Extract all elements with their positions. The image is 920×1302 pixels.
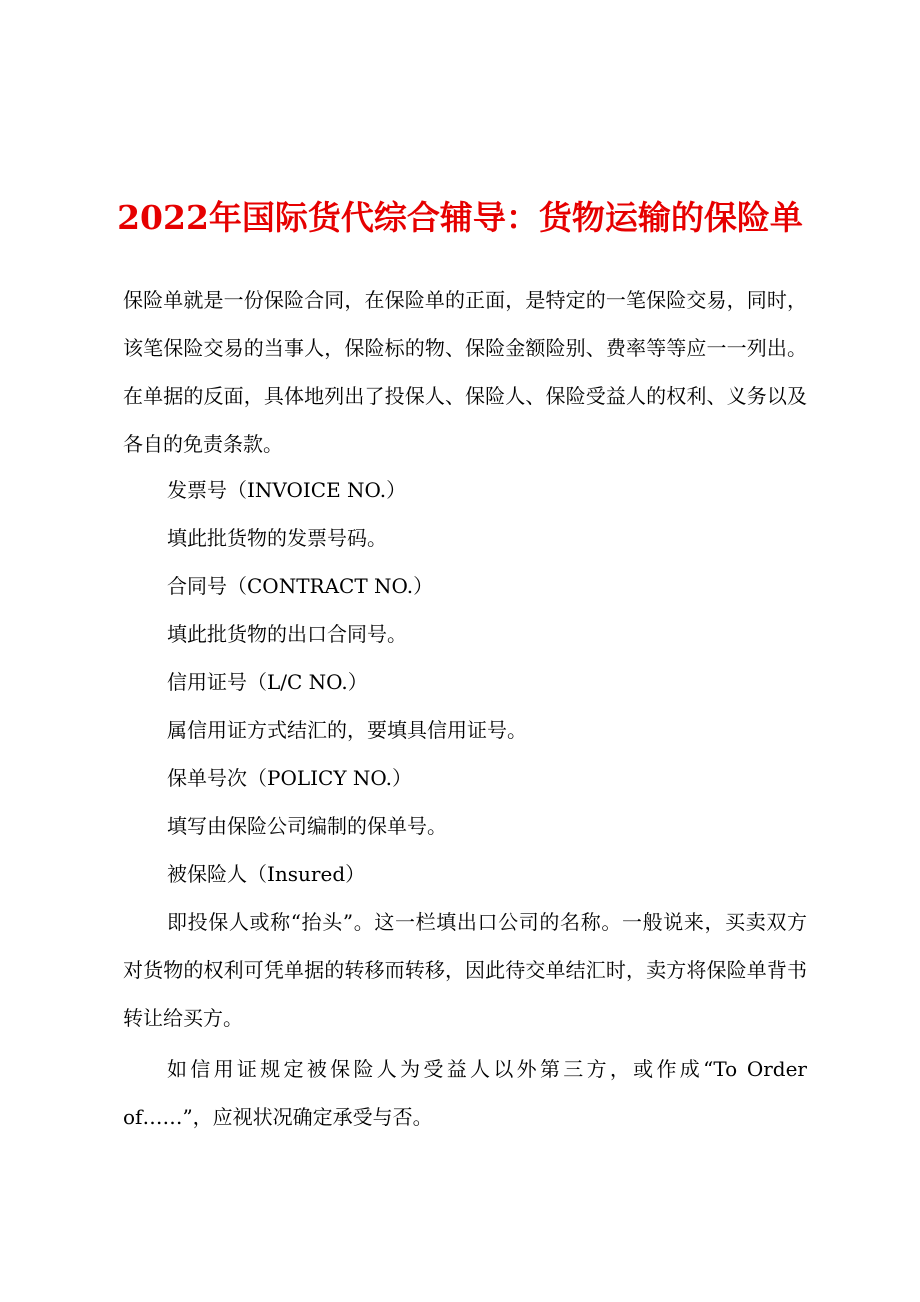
item-contract-no-desc: 填此批货物的出口合同号。: [167, 622, 407, 646]
item-lc-no-heading: 信用证号（L/C NO.）: [167, 670, 368, 694]
item-contract-no-heading: 合同号（CONTRACT NO.）: [167, 574, 434, 598]
item-invoice-no-desc: 填此批货物的发票号码。: [167, 526, 387, 550]
item-lc-no-desc: 属信用证方式结汇的，要填具信用证号。: [167, 718, 527, 742]
document-title: 2022年国际货代综合辅导：货物运输的保险单: [117, 198, 803, 237]
item-invoice-no-heading: 发票号（INVOICE NO.）: [167, 478, 407, 502]
lc-third-party-paragraph: 如信用证规定被保险人为受益人以外第三方，或作成“To Order of……”，应视状况确定承受与否。: [123, 1057, 807, 1129]
intro-paragraph: 保险单就是一份保险合同，在保险单的正面，是特定的一笔保险交易，同时，该笔保险交易的当事人，保险标的物、保险金额险别、费率等等应一一列出。在单据的反面，具体地列出了投保人、保险人、保险受益人的权利、义务以及各自的免责条款。: [123, 288, 807, 456]
item-policy-no-heading: 保单号次（POLICY NO.）: [167, 766, 412, 790]
item-insured-heading: 被保险人（Insured）: [167, 862, 366, 886]
item-policy-no-desc: 填写由保险公司编制的保单号。: [167, 814, 447, 838]
insured-paragraph: 即投保人或称“抬头”。这一栏填出口公司的名称。一般说来，买卖双方对货物的权利可凭单据的转移而转移，因此待交单结汇时，卖方将保险单背书转让给买方。: [123, 910, 807, 1030]
